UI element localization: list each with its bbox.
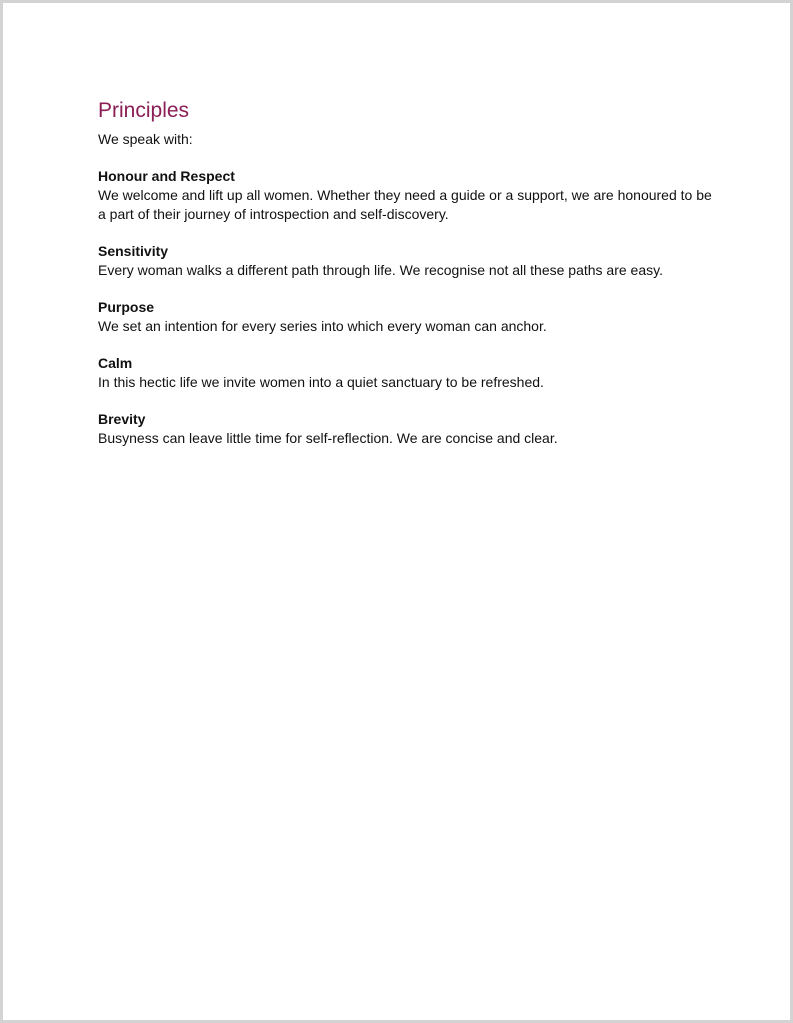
principle-body: We welcome and lift up all women. Whether they need a guide or a support, we are honoured to be a part of their journey of introspection and self-discovery. — [98, 187, 712, 222]
principle-body: In this hectic life we invite women into a quiet sanctuary to be refreshed. — [98, 374, 544, 390]
intro-text: We speak with: — [98, 131, 193, 147]
page-title: Principles — [98, 99, 190, 122]
principle-body: We set an intention for every series into which every woman can anchor. — [98, 318, 547, 334]
principle-heading: Calm — [98, 355, 133, 371]
principle-heading: Honour and Respect — [98, 168, 235, 184]
principle-body: Every woman walks a different path through life. We recognise not all these paths are easy. — [98, 262, 663, 278]
principle-brevity — [98, 410, 718, 448]
principle-heading: Brevity — [98, 411, 146, 427]
principle-honour-and-respect — [98, 167, 718, 224]
principle-heading: Purpose — [98, 299, 155, 315]
principle-sensitivity — [98, 242, 718, 280]
principle-calm — [98, 354, 718, 392]
principle-heading: Sensitivity — [98, 243, 169, 259]
principle-purpose — [98, 298, 718, 336]
principle-body: Busyness can leave little time for self-reflection. We are concise and clear. — [98, 430, 558, 446]
document-content — [98, 98, 718, 448]
